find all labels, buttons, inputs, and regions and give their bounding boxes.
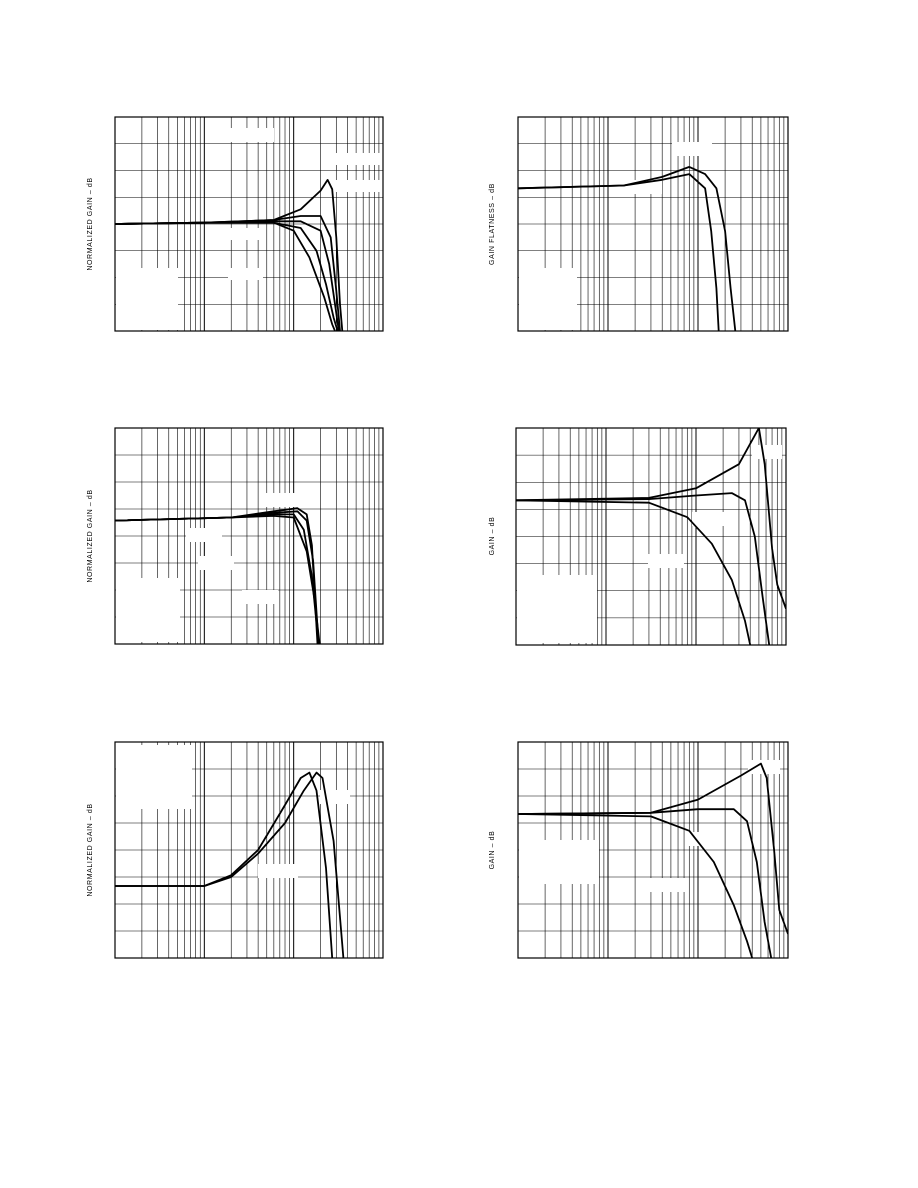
legend-blank — [198, 556, 234, 570]
legend-blank — [648, 878, 688, 892]
legend-blank — [116, 578, 180, 642]
chart-2 — [489, 117, 788, 331]
chart-4 — [489, 428, 786, 645]
legend-blank — [258, 864, 298, 878]
legend-blank — [332, 153, 382, 165]
legend-blank — [517, 575, 597, 643]
y-axis-label: NORMALIZED GAIN – dB — [87, 489, 94, 583]
legend-blank — [228, 268, 263, 280]
chart-6 — [489, 742, 788, 958]
legend-blank — [222, 128, 274, 142]
y-axis-label: GAIN FLATNESS – dB — [489, 183, 496, 265]
y-axis-label: NORMALIZED GAIN – dB — [87, 177, 94, 271]
legend-blank — [752, 445, 782, 459]
legend-blank — [332, 180, 382, 192]
legend-blank — [519, 840, 599, 884]
legend-blank — [266, 493, 296, 507]
chart-1 — [87, 117, 383, 331]
y-axis-label: NORMALIZED GAIN – dB — [87, 803, 94, 897]
legend-blank — [519, 268, 577, 330]
legend-blank — [692, 512, 724, 526]
legend-blank — [186, 528, 222, 542]
legend-blank — [672, 142, 712, 156]
chart-5 — [87, 742, 383, 958]
legend-blank — [242, 590, 278, 604]
chart-3 — [87, 428, 383, 644]
legend-blank — [225, 228, 260, 240]
y-axis-label: GAIN – dB — [489, 830, 496, 870]
y-axis-label: GAIN – dB — [489, 516, 496, 556]
legend-blank — [116, 268, 178, 330]
legend-blank — [648, 554, 684, 568]
legend-blank — [116, 745, 192, 809]
